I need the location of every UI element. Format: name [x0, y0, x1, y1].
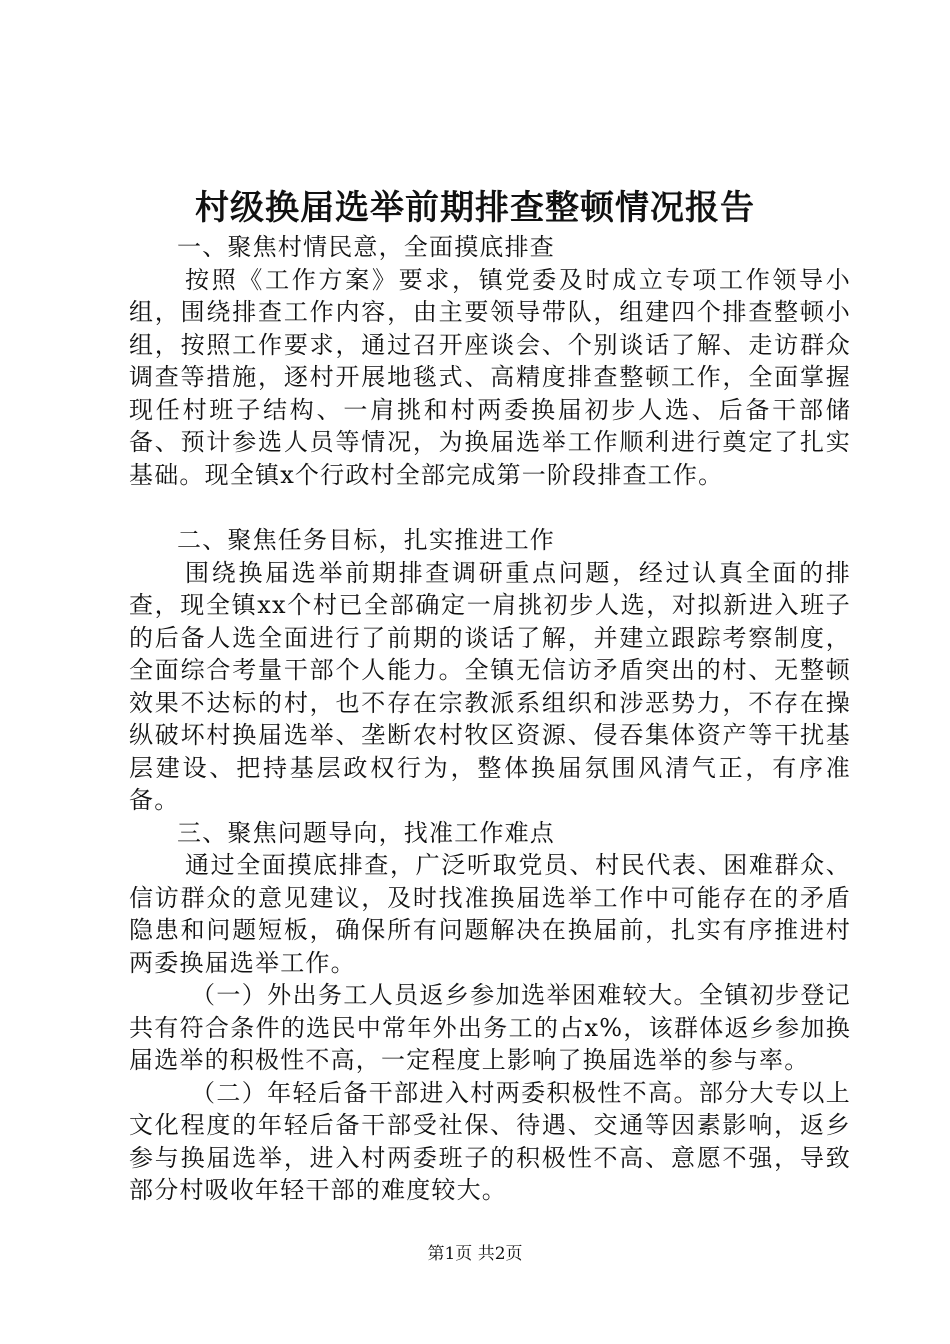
section-2-paragraph: 围绕换届选举前期排查调研重点问题，经过认真全面的排查，现全镇xx个村已全部确定一肩挑初步人选，对拟新进入班子的后备人选全面进行了前期的谈话了解，并建立跟踪考察制度，全面综合考量干部个人能力。全镇无信访矛盾突出的村、无整顿效果不达标的村，也不存在宗教派系组织和涉恶势力，不存在操纵破坏村换届选举、垄断农村牧区资源、侵吞集体资产等干扰基层建设、把持基层政权行为，整体换届氛围风清气正，有序准备。: [129, 558, 851, 814]
paragraph-spacer: [129, 491, 851, 524]
section-3-paragraph: 通过全面摸底排查，广泛听取党员、村民代表、困难群众、信访群众的意见建议，及时找准换届选举工作中可能存在的矛盾隐患和问题短板，确保所有问题解决在换届前，扎实有序推进村两委换届选举工作。: [129, 851, 851, 977]
section-2-heading: 二、聚焦任务目标，扎实推进工作: [177, 526, 555, 554]
section-1-paragraph: 按照《工作方案》要求，镇党委及时成立专项工作领导小组，围绕排查工作内容，由主要领导带队，组建四个排查整顿小组，按照工作要求，通过召开座谈会、个别谈话了解、走访群众调查等措施，逐村开展地毯式、高精度排查整顿工作，全面掌握现任村班子结构、一肩挑和村两委换届初步人选、后备干部储备、预计参选人员等情况，为换届选举工作顺利进行奠定了扎实基础。现全镇x个行政村全部完成第一阶段排查工作。: [129, 265, 851, 489]
document-body: [129, 231, 851, 1207]
section-3-subitem-1: （一）外出务工人员返乡参加选举困难较大。全镇初步登记共有符合条件的选民中常年外出务工的占x%，该群体返乡参加换届选举的积极性不高，一定程度上影响了换届选举的参与率。: [129, 981, 851, 1074]
document-title: 村级换届选举前期排查整顿情况报告: [195, 188, 755, 228]
section-3-subitem-2: （二）年轻后备干部进入村两委积极性不高。部分大专以上文化程度的年轻后备干部受社保、待遇、交通等因素影响，返乡参与换届选举，进入村两委班子的积极性不高、意愿不强，导致部分村吸收年轻干部的难度较大。: [129, 1078, 851, 1204]
section-1-heading: 一、聚焦村情民意，全面摸底排查: [177, 233, 555, 261]
page-number-footer: 第1页 共2页: [427, 1244, 523, 1264]
section-3-heading: 三、聚焦问题导向，找准工作难点: [177, 818, 555, 847]
